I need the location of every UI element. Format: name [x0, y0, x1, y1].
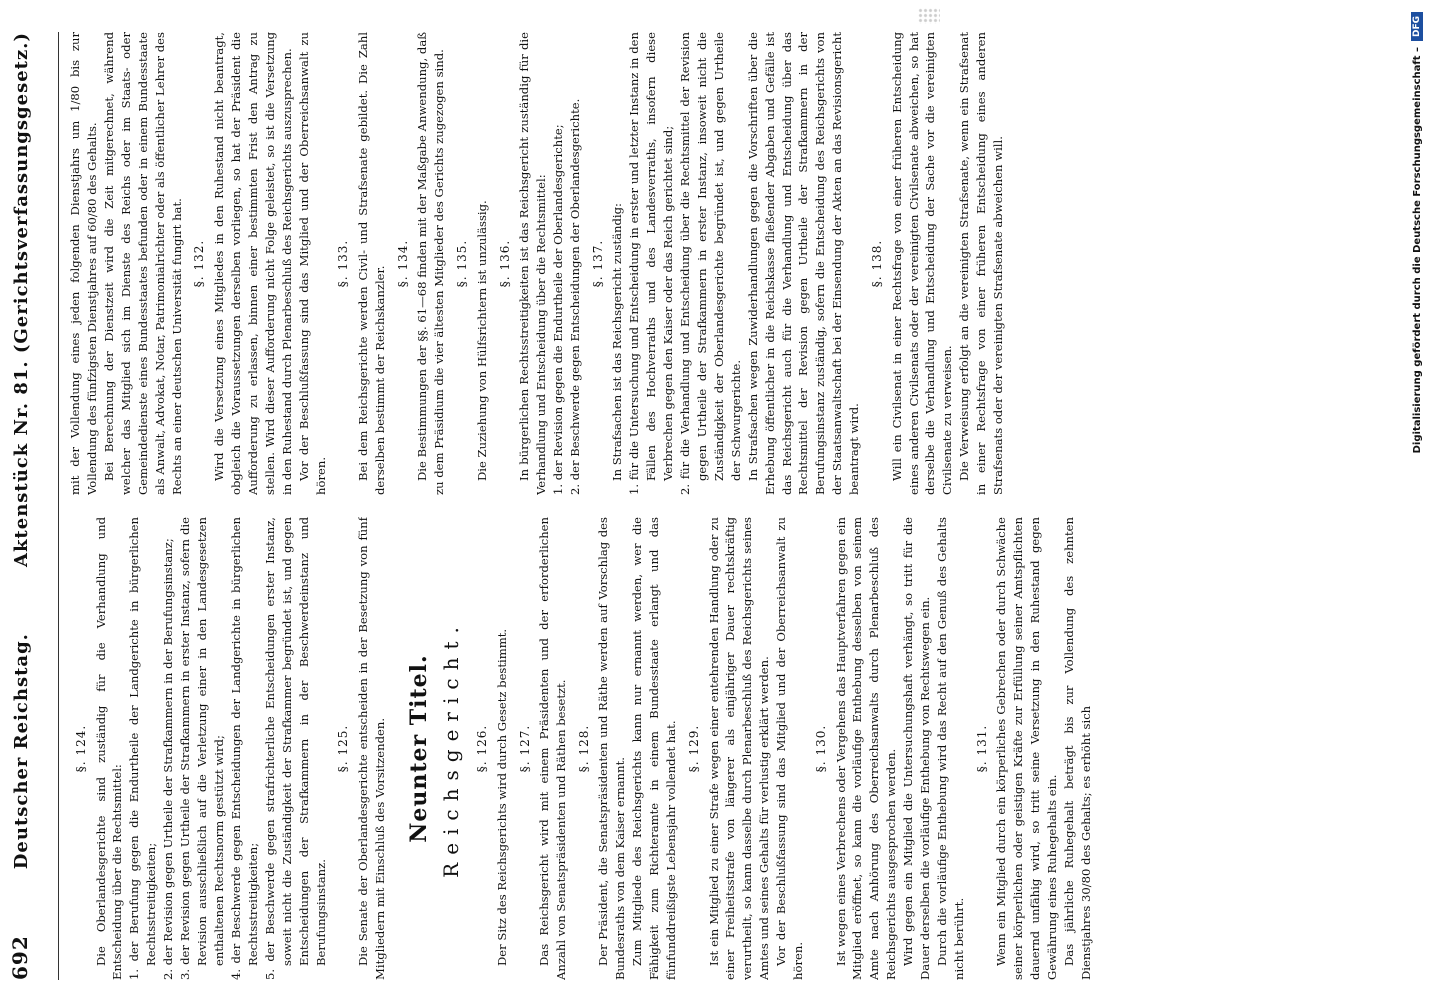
paragraph: mit der Vollendung eines jeden folgenden Dienstjahrs um 1/80 bis zur Vollendung des fünfzigsten Dienstjahres auf 60/80 des Gehalts. — [68, 32, 99, 495]
chapter-title: Neunter Titel. — [405, 654, 432, 843]
paragraph: In Strafsachen wegen Zuwiderhandlungen gegen die Vorschriften über die Erhebung öffentlicher in die Reichskasse fließender Abgaben und Gefälle ist das Reichsgericht auch für die Verhandlung und Entscheidung über das Rechtsmittel der Revision gegen Urtheile der Strafkammern in der Berufungsinstanz zuständig, sofern die Entscheidung des Reichsgerichts von der Staatsanwaltschaft bei der Einsendung der Akten an das Revisionsgericht beantragt wird. — [745, 32, 862, 495]
list-item: 2. für die Verhandlung und Entscheidung über die Rechtsmittel der Revision gegen Urtheile der Strafkammern in erster Instanz, insoweit nicht die Zuständigkeit der Oberlandesgerichte begründet ist, und gegen Urtheile der Schwurgerichte. — [677, 32, 743, 495]
section-heading: §. 128. — [576, 724, 591, 773]
paragraph: Das Reichsgericht wird mit einem Präsidenten und der erforderlichen Anzahl von Senatspräsidenten und Räthen besetzt. — [537, 517, 568, 980]
paragraph: Bei dem Reichsgerichte werden Civil- und Strafsenate gebildet. Die Zahl derselben bestimmt der Reichskanzler. — [355, 32, 387, 495]
section-heading: §. 126. — [475, 724, 490, 773]
page-header — [8, 32, 59, 980]
list-item: 2. der Revision gegen Urtheile der Strafkammern in der Berufungsinstanz; — [161, 538, 176, 980]
chapter-subtitle: Reichsgericht. — [438, 619, 463, 878]
paragraph: Will ein Civilsenat in einer Rechtsfrage von einer früheren Entscheidung eines anderen Civilsenats oder der vereinigten Civilsenate abweichen, so hat derselbe die Verhandlung und Entscheidung der Sache vor die vereinigten Civilsenate zu verweisen. — [889, 32, 955, 495]
section-heading: §. 127. — [517, 724, 532, 773]
section-heading: §. 130. — [814, 724, 829, 773]
left-column — [67, 517, 1367, 980]
list-item: 4. der Beschwerde gegen Entscheidungen der Landgerichte in bürgerlichen Rechtsstreitigkeiten; — [228, 517, 260, 980]
section-heading: §. 133. — [336, 239, 351, 288]
section-heading: §. 135. — [455, 239, 470, 288]
paragraph: Ist wegen eines Verbrechens oder Vergehens das Hauptverfahren gegen ein Mitglied eröffnet, so kann die vorläufige Enthebung desselben von seinem Amte nach Anhörung des Oberreichsanwalts durch Plenarbeschluß des Reichsgerichts ausgesprochen werden. — [833, 517, 899, 980]
paragraph: Wird die Versetzung eines Mitgliedes in den Ruhestand nicht beantragt, obgleich die Voraussetzungen derselben vorliegen, so hat der Präsident die Aufforderung zu erlassen, binnen einer bestimmten Frist den Antrag zu stellen. Wird dieser Aufforderung nicht Folge geleistet, so ist die Versetzung in den Ruhestand durch Plenarbeschluß des Reichsgerichts auszusprechen. — [211, 32, 294, 495]
paragraph: Die Oberlandesgerichte sind zuständig für die Verhandlung und Entscheidung über die Rechtsmittel: — [93, 517, 125, 980]
paragraph: Der Sitz des Reichsgerichts wird durch Gesetz bestimmt. — [494, 628, 509, 966]
paragraph: Zum Mitgliede des Reichsgerichts kann nur ernannt werden, wer die Fähigkeit zum Richteramte in einem Bundesstaate erlangt und das fünfunddreißigste Lebensjahr vollendet hat. — [630, 517, 679, 980]
paragraph: Wird gegen ein Mitglied die Untersuchungshaft verhängt, so tritt für die Dauer derselben die vorläufige Enthebung von Rechtswegen ein. — [901, 517, 933, 980]
list-item: 5. der Beschwerde gegen strafrichterliche Entscheidungen erster Instanz, soweit nicht die Zuständigkeit der Strafkammer begründet ist, und gegen Entscheidungen der Strafkammern in der Beschwerdeinstanz und Berufungsinstanz. — [262, 517, 328, 980]
paragraph: In bürgerlichen Rechtsstreitigkeiten ist das Reichsgericht zuständig für die Verhandlung und Entscheidung über die Rechtsmittel: — [517, 32, 549, 495]
section-heading: §. 134. — [395, 239, 410, 288]
section-heading: §. 137. — [590, 239, 605, 288]
section-heading: §. 124. — [74, 724, 88, 773]
list-item: 3. der Revision gegen Urtheile der Strafkammern in erster Instanz, sofern die Revision ausschließlich auf die Verletzung einer in den Landesgesetzen enthaltenen Rechtsnorm gestützt wird; — [178, 517, 226, 980]
paragraph: Die Bestimmungen der §§. 61—68 finden mit der Maßgabe Anwendung, daß zu dem Präsidium die vier ältesten Mitglieder des Gerichts zugezogen sind. — [415, 32, 447, 495]
section-heading: §. 132. — [192, 239, 207, 288]
paragraph: Ist ein Mitglied zu einer Strafe wegen einer entehrenden Handlung oder zu einer Freiheitsstrafe von längerer als einjähriger Dauer rechtskräftig verurtheilt, so kann dasselbe durch Plenarbeschluß des Reichsgerichts seines Amtes und seines Gehalts für verlustig erklärt werden. — [706, 517, 772, 980]
paragraph: Der Präsident, die Senatspräsidenten und Räthe werden auf Vorschlag des Bundesraths von dem Kaiser ernannt. — [596, 517, 628, 980]
paragraph: Das jährliche Ruhegehalt beträgt bis zur Vollendung des zehnten Dienstjahres 30/80 des Gehalts; es erhöht sich — [1062, 517, 1094, 980]
section-heading: §. 125. — [336, 724, 351, 773]
dfg-watermark — [1404, 0, 1430, 1000]
header-right-title: Aktenstück Nr. 81. (Gerichtsverfassungsgesetz.) — [11, 32, 32, 568]
paragraph: Durch die vorläufige Enthebung wird das Recht auf den Genuß des Gehalts nicht berührt. — [935, 517, 967, 980]
page-number: 692 — [8, 935, 32, 980]
section-heading: §. 131. — [974, 724, 989, 773]
digitization-notice: Digitalisierung gefördert durch die Deutsche Forschungsgemeinschaft – — [1411, 47, 1423, 454]
section-heading: §. 129. — [687, 724, 701, 773]
paragraph: Bei Berechnung der Dienstzeit wird die Zeit mitgerechnet, während welcher das Mitglied sich im Dienste des Reichs oder im Staats- oder Gemeindedienste eines Bundesstaates befunden oder in einem Bundesstaate als Anwalt, Advokat, Notar, Patrimonialrichter oder als öffentlicher Lehrer des Rechts an einer deutschen Universität fungirt hat. — [101, 32, 184, 495]
list-item: 1. der Berufung gegen die Endurtheile der Landgerichte in bürgerlichen Rechtsstreitigkeiten; — [127, 517, 159, 980]
paragraph: Vor der Beschlußfassung sind das Mitglied und der Oberreichsanwalt zu hören. — [774, 517, 806, 980]
paragraph: Die Zuziehung von Hülfsrichtern ist unzulässig. — [474, 200, 489, 481]
paragraph: Vor der Beschlußfassung sind das Mitglied und der Oberreichsanwalt zu hören. — [296, 32, 328, 495]
list-item: 2. der Beschwerde gegen Entscheidungen der Oberlandesgerichte. — [567, 98, 582, 495]
section-heading: §. 138. — [870, 239, 885, 288]
list-item: 1. für die Untersuchung und Entscheidung in erster und letzter Instanz in den Fällen des Hochverraths und des Landesverraths, insofern diese Verbrechen gegen den Kaiser oder das Reich gerichtet sind; — [627, 32, 676, 495]
scan-speck — [918, 8, 940, 24]
list-item: 1. der Revision gegen die Endurtheile der Oberlandesgerichte; — [550, 124, 565, 495]
right-column — [67, 32, 1367, 495]
text-columns — [67, 32, 1367, 980]
paragraph: Die Senate der Oberlandesgerichte entscheiden in der Besetzung von fünf Mitgliedern mit Einschluß des Vorsitzenden. — [355, 517, 387, 980]
paragraph: Wenn ein Mitglied durch ein körperliches Gebrechen oder durch Schwäche seiner körperlichen oder geistigen Kräfte zur Erfüllung seiner Amtspflichten dauernd unfähig wird, so tritt seine Versetzung in den Ruhestand gegen Gewährung eines Ruhegehalts ein. — [994, 517, 1060, 980]
header-left-title: Deutscher Reichstag. — [11, 633, 32, 870]
section-heading: §. 136. — [497, 239, 512, 288]
paragraph: Die Verweisung erfolgt an die vereinigten Strafsenate, wenn ein Strafsenat in einer Rechtsfrage von einer früheren Entscheidung eines anderen Strafsenats oder der vereinigten Strafsenate abweichen will. — [957, 32, 1006, 495]
dfg-logo: DFG — [1411, 12, 1423, 41]
paragraph: In Strafsachen ist das Reichsgericht zuständig: — [610, 203, 625, 481]
